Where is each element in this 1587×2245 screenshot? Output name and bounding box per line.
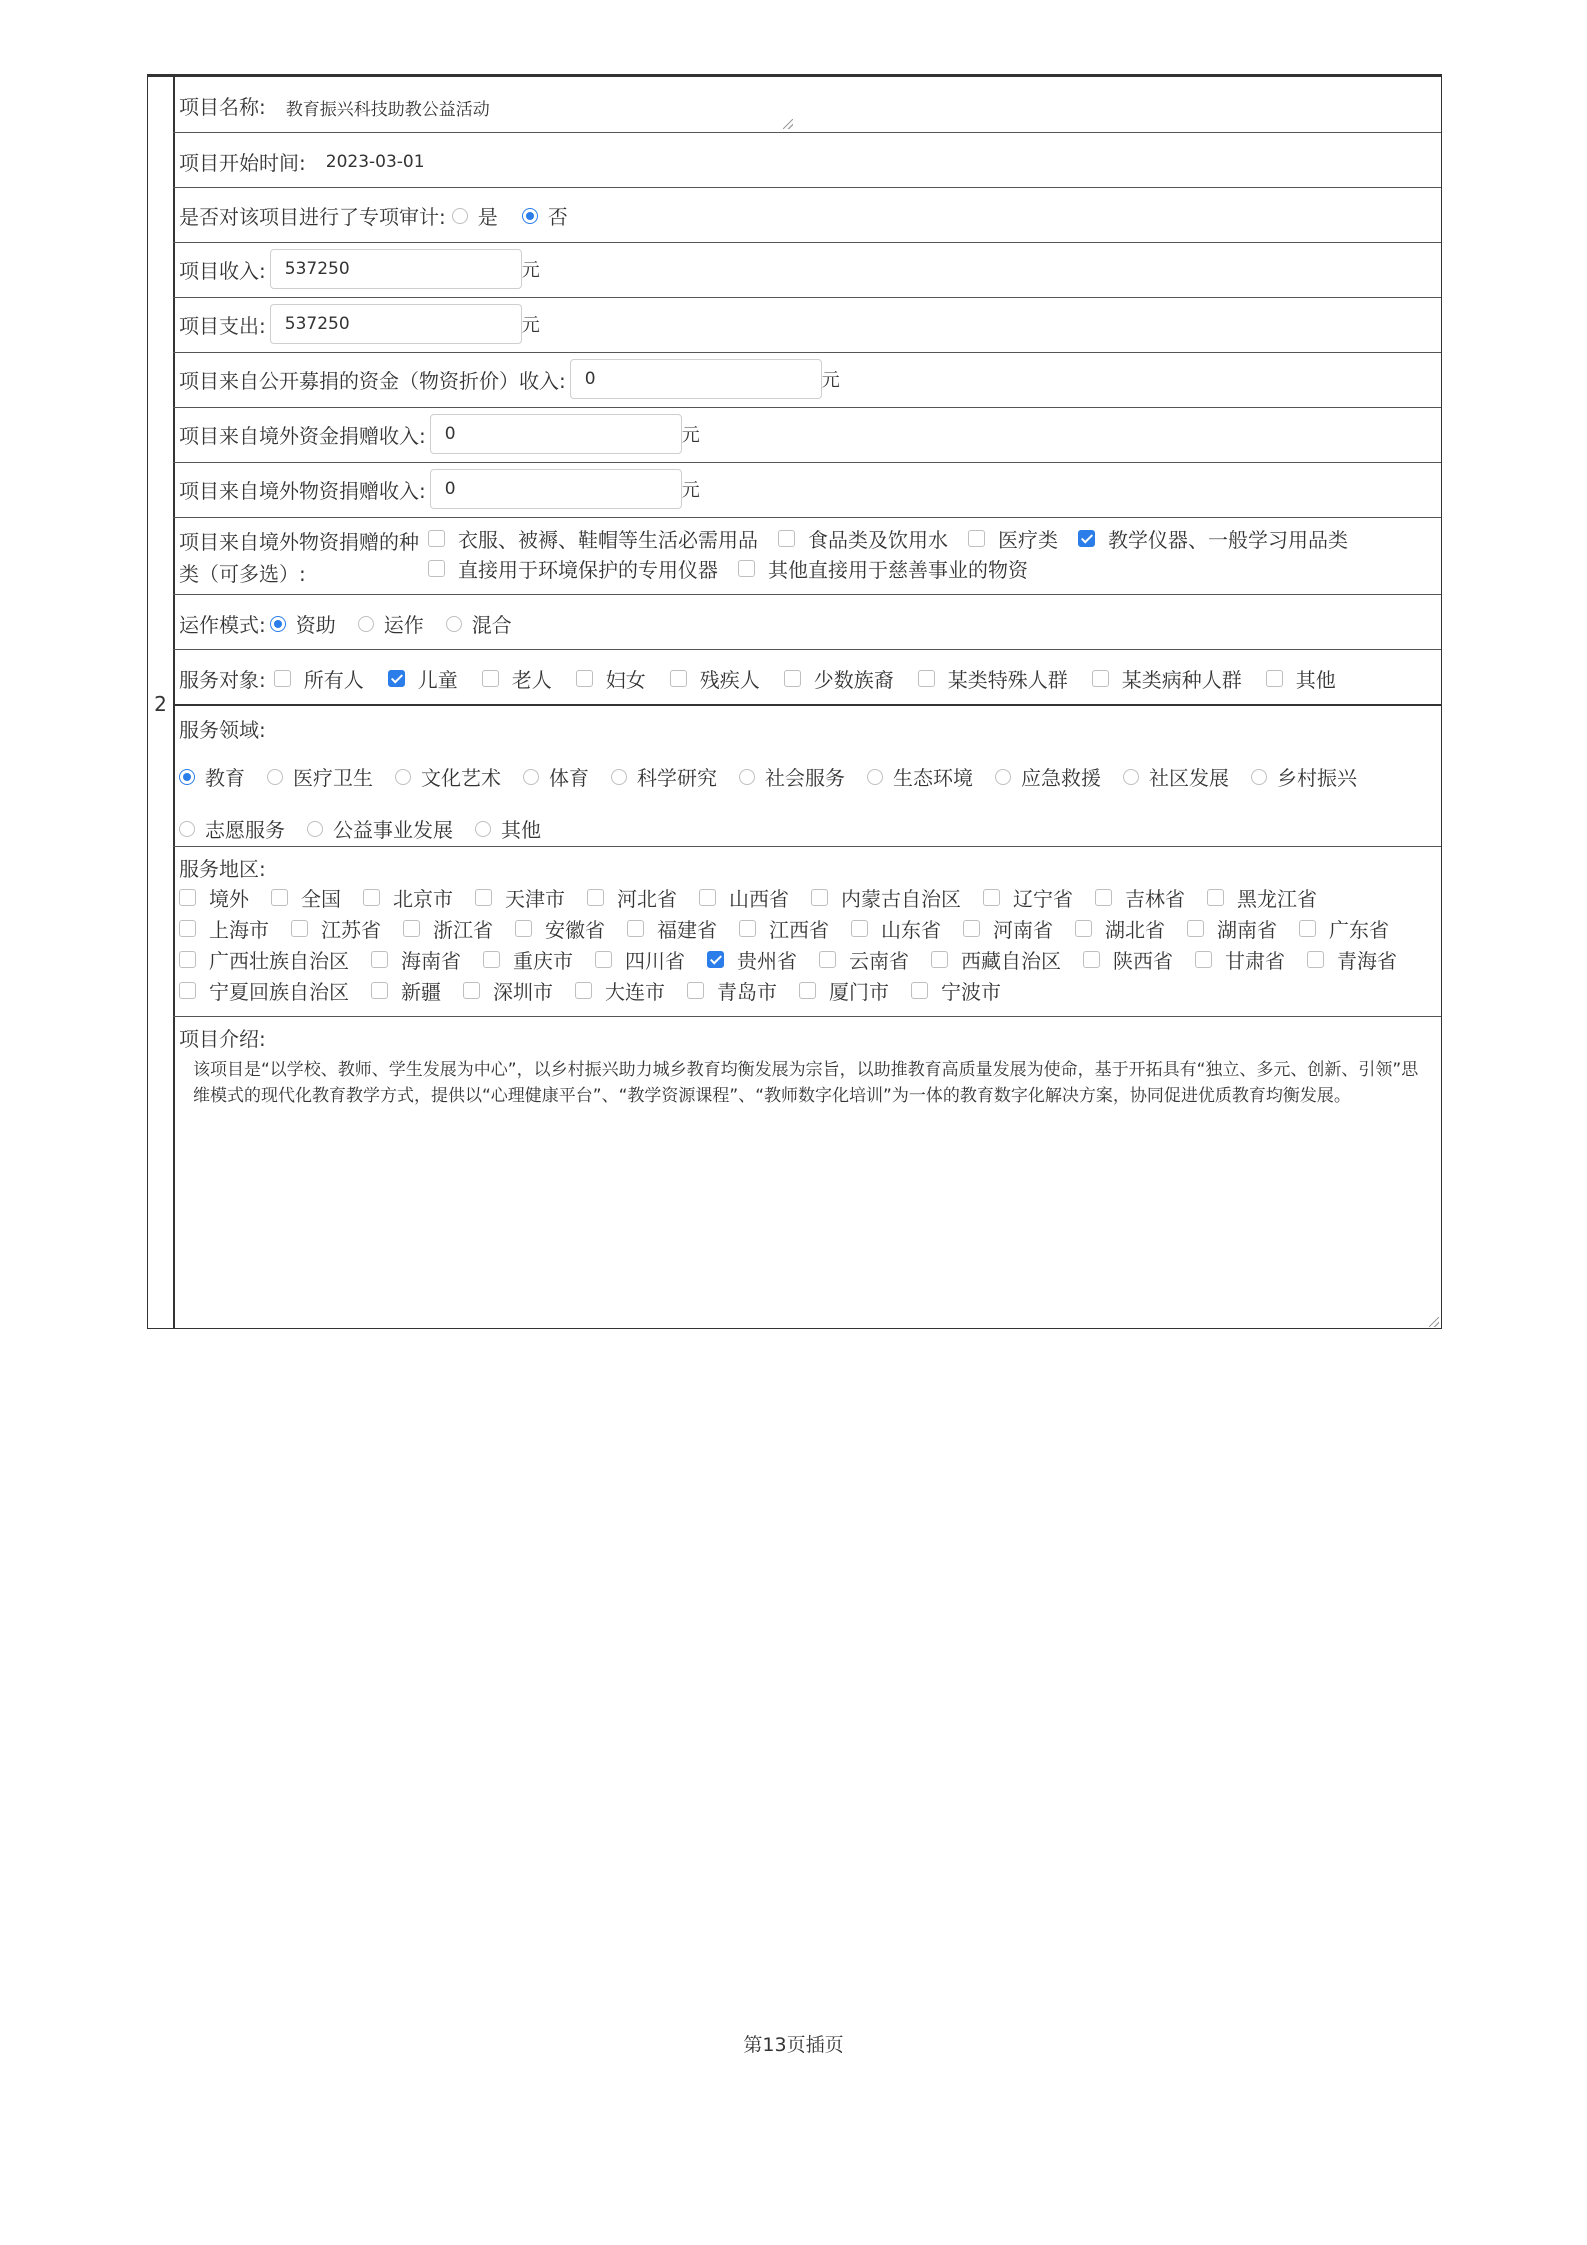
checkbox-icon — [819, 951, 836, 968]
checkbox-icon — [911, 982, 928, 999]
checkbox-icon — [403, 920, 420, 937]
area-option[interactable]: 新疆 — [371, 976, 441, 1005]
area-option[interactable]: 江苏省 — [291, 914, 381, 943]
checkbox-icon — [576, 670, 593, 687]
radio-selected-icon — [179, 769, 195, 785]
checkbox-icon — [291, 920, 308, 937]
public-income-label: 项目来自公开募捐的资金（物资折价）收入: — [179, 368, 566, 393]
checkbox-icon — [968, 530, 985, 547]
checkbox-checked-icon — [707, 951, 724, 968]
intro-label: 项目介绍: — [179, 1027, 266, 1051]
special-audit-label: 是否对该项目进行了专项审计: — [179, 205, 446, 229]
area-option[interactable]: 上海市 — [179, 914, 269, 943]
public-income-row — [173, 353, 1441, 408]
radio-icon — [307, 821, 323, 837]
checkbox-icon — [179, 982, 196, 999]
foreign-goods-input[interactable]: 0 — [430, 469, 682, 509]
checkbox-icon — [595, 951, 612, 968]
project-name-row — [173, 77, 1441, 133]
target-option[interactable]: 某类病种人群 — [1092, 664, 1242, 693]
radio-icon — [446, 616, 462, 632]
checkbox-icon — [811, 889, 828, 906]
service-fields-label: 服务领域: — [179, 718, 266, 742]
radio-icon — [267, 769, 283, 785]
area-option[interactable]: 辽宁省 — [983, 883, 1073, 912]
area-option[interactable]: 西藏自治区 — [931, 945, 1061, 974]
goods-type-option[interactable]: 医疗类 — [968, 524, 1058, 553]
checkbox-icon — [799, 982, 816, 999]
radio-icon — [523, 769, 539, 785]
checkbox-icon — [1092, 670, 1109, 687]
resize-handle-icon[interactable] — [783, 119, 793, 129]
radio-selected-icon — [522, 208, 538, 224]
area-option[interactable]: 贵州省 — [707, 945, 797, 974]
field-option[interactable]: 公益事业发展 — [307, 814, 453, 843]
radio-icon — [1123, 769, 1139, 785]
audit-option-no[interactable]: 否 — [522, 201, 568, 230]
goods-type-option[interactable]: 食品类及饮用水 — [778, 524, 948, 553]
goods-type-option[interactable]: 直接用于环境保护的专用仪器 — [428, 554, 718, 583]
area-option[interactable]: 内蒙古自治区 — [811, 883, 961, 912]
radio-icon — [995, 769, 1011, 785]
row-index: 2 — [154, 692, 167, 716]
checkbox-icon — [931, 951, 948, 968]
checkbox-icon — [699, 889, 716, 906]
area-option[interactable]: 江西省 — [739, 914, 829, 943]
special-audit-row — [173, 188, 1441, 243]
checkbox-icon — [963, 920, 980, 937]
field-option[interactable]: 生态环境 — [867, 762, 973, 791]
page-footer: 第13页插页 — [743, 2034, 844, 2056]
area-option[interactable]: 浙江省 — [403, 914, 493, 943]
area-option[interactable]: 青岛市 — [687, 976, 777, 1005]
area-option[interactable]: 陕西省 — [1083, 945, 1173, 974]
target-option[interactable]: 所有人 — [274, 664, 364, 693]
area-option[interactable]: 云南省 — [819, 945, 909, 974]
area-option[interactable]: 海南省 — [371, 945, 461, 974]
checkbox-icon — [482, 670, 499, 687]
area-option[interactable]: 天津市 — [475, 883, 565, 912]
mode-option-mixed[interactable]: 混合 — [446, 609, 512, 638]
target-option[interactable]: 儿童 — [388, 664, 458, 693]
checkbox-icon — [1266, 670, 1283, 687]
checkbox-icon — [670, 670, 687, 687]
target-option[interactable]: 残疾人 — [670, 664, 760, 693]
checkbox-icon — [1307, 951, 1324, 968]
service-areas-row — [173, 847, 1441, 1017]
expense-unit: 元 — [521, 315, 540, 336]
area-option[interactable]: 宁波市 — [911, 976, 1001, 1005]
service-fields-row — [173, 706, 1441, 847]
checkbox-checked-icon — [1078, 530, 1095, 547]
checkbox-checked-icon — [388, 670, 405, 687]
checkbox-icon — [463, 982, 480, 999]
target-option[interactable]: 老人 — [482, 664, 552, 693]
radio-icon — [452, 208, 468, 224]
radio-icon — [395, 769, 411, 785]
foreign-fund-unit: 元 — [681, 425, 700, 446]
mode-option-fund[interactable]: 资助 — [270, 609, 336, 638]
radio-icon — [179, 821, 195, 837]
checkbox-icon — [371, 951, 388, 968]
start-time-label: 项目开始时间: — [179, 151, 306, 175]
target-option[interactable]: 其他 — [1266, 664, 1336, 693]
checkbox-icon — [428, 530, 445, 547]
foreign-fund-input[interactable]: 0 — [430, 414, 682, 454]
operation-mode-label: 运作模式: — [179, 613, 266, 637]
checkbox-icon — [179, 889, 196, 906]
operation-mode-row — [173, 595, 1441, 650]
area-option[interactable]: 安徽省 — [515, 914, 605, 943]
checkbox-icon — [918, 670, 935, 687]
goods-type-option[interactable]: 衣服、被褥、鞋帽等生活必需用品 — [428, 524, 758, 553]
area-option[interactable]: 青海省 — [1307, 945, 1397, 974]
checkbox-icon — [687, 982, 704, 999]
target-option[interactable]: 妇女 — [576, 664, 646, 693]
area-option[interactable]: 北京市 — [363, 883, 453, 912]
foreign-goods-row — [173, 463, 1441, 518]
start-time-field[interactable]: 2023-03-01 — [325, 151, 425, 172]
checkbox-icon — [363, 889, 380, 906]
checkbox-icon — [575, 982, 592, 999]
area-option[interactable]: 吉林省 — [1095, 883, 1185, 912]
audit-option-yes[interactable]: 是 — [452, 201, 498, 230]
index-column — [148, 77, 175, 1328]
field-option[interactable]: 乡村振兴 — [1251, 762, 1357, 791]
goods-type-option[interactable]: 其他直接用于慈善事业的物资 — [738, 554, 1028, 583]
radio-icon — [1251, 769, 1267, 785]
mode-option-operate[interactable]: 运作 — [358, 609, 424, 638]
foreign-fund-row — [173, 408, 1441, 463]
field-option[interactable]: 教育 — [179, 762, 245, 791]
area-option[interactable]: 广西壮族自治区 — [179, 945, 349, 974]
area-option[interactable]: 河北省 — [587, 883, 677, 912]
checkbox-icon — [515, 920, 532, 937]
checkbox-icon — [428, 560, 445, 577]
area-option[interactable]: 全国 — [271, 883, 341, 912]
checkbox-icon — [271, 889, 288, 906]
area-option[interactable]: 山西省 — [699, 883, 789, 912]
area-option[interactable]: 黑龙江省 — [1207, 883, 1317, 912]
area-option[interactable]: 广东省 — [1299, 914, 1389, 943]
area-option[interactable]: 深圳市 — [463, 976, 553, 1005]
checkbox-icon — [274, 670, 291, 687]
checkbox-icon — [1187, 920, 1204, 937]
radio-icon — [611, 769, 627, 785]
foreign-goods-unit: 元 — [681, 480, 700, 501]
area-option[interactable]: 厦门市 — [799, 976, 889, 1005]
checkbox-icon — [587, 889, 604, 906]
project-name-field[interactable]: 教育振兴科技助教公益活动 — [285, 100, 490, 120]
radio-icon — [739, 769, 755, 785]
area-option[interactable]: 重庆市 — [483, 945, 573, 974]
area-option[interactable]: 宁夏回族自治区 — [179, 976, 349, 1005]
checkbox-icon — [1299, 920, 1316, 937]
field-option[interactable]: 科学研究 — [611, 762, 717, 791]
intro-textarea[interactable]: 该项目是“以学校、教师、学生发展为中心”，以乡村振兴助力城乡教育均衡发展为宗旨，以助推教育高质量发展为使命，基于开拓具有“独立、多元、创新、引领”思维模式的现代化教育教学方式，提供以“心理健康平台”、“教学资源课程”、“教师数字化培训”为一体的教育数字化解决方案，协同促进优质教育均衡发展。 — [193, 1060, 1419, 1106]
foreign-goods-label: 项目来自境外物资捐赠收入: — [179, 478, 426, 503]
checkbox-icon — [1207, 889, 1224, 906]
checkbox-icon — [983, 889, 1000, 906]
service-areas-label: 服务地区: — [179, 857, 266, 881]
checkbox-icon — [1095, 889, 1112, 906]
checkbox-icon — [778, 530, 795, 547]
checkbox-icon — [627, 920, 644, 937]
checkbox-icon — [784, 670, 801, 687]
checkbox-icon — [1075, 920, 1092, 937]
checkbox-icon — [179, 920, 196, 937]
field-option[interactable]: 医疗卫生 — [267, 762, 373, 791]
field-option[interactable]: 社会服务 — [739, 762, 845, 791]
radio-icon — [867, 769, 883, 785]
foreign-fund-label: 项目来自境外资金捐赠收入: — [179, 423, 426, 448]
radio-icon — [475, 821, 491, 837]
field-option[interactable]: 志愿服务 — [179, 814, 285, 843]
income-input[interactable]: 537250 — [270, 249, 522, 289]
target-option[interactable]: 少数族裔 — [784, 664, 894, 693]
goods-types-label: 项目来自境外物资捐赠的种 类（可多选）: — [179, 530, 419, 586]
checkbox-icon — [851, 920, 868, 937]
radio-selected-icon — [270, 616, 286, 632]
area-option[interactable]: 湖南省 — [1187, 914, 1277, 943]
public-income-unit: 元 — [821, 370, 840, 391]
expense-input[interactable]: 537250 — [270, 304, 522, 344]
checkbox-icon — [738, 560, 755, 577]
expense-row — [173, 298, 1441, 353]
checkbox-icon — [1195, 951, 1212, 968]
resize-handle-icon[interactable] — [1429, 1317, 1439, 1327]
area-option[interactable]: 福建省 — [627, 914, 717, 943]
project-name-label: 项目名称: — [179, 95, 266, 119]
field-option[interactable]: 文化艺术 — [395, 762, 501, 791]
field-option[interactable]: 应急救援 — [995, 762, 1101, 791]
radio-icon — [358, 616, 374, 632]
checkbox-icon — [179, 951, 196, 968]
public-income-input[interactable]: 0 — [570, 359, 822, 399]
target-option[interactable]: 某类特殊人群 — [918, 664, 1068, 693]
checkbox-icon — [475, 889, 492, 906]
goods-types-row — [173, 518, 1441, 595]
area-option[interactable]: 甘肃省 — [1195, 945, 1285, 974]
form-table — [147, 74, 1442, 1329]
field-option[interactable]: 体育 — [523, 762, 589, 791]
area-option[interactable]: 山东省 — [851, 914, 941, 943]
start-time-row — [173, 133, 1441, 188]
checkbox-icon — [371, 982, 388, 999]
checkbox-icon — [1083, 951, 1100, 968]
field-option[interactable]: 其他 — [475, 814, 541, 843]
income-unit: 元 — [521, 260, 540, 281]
field-option[interactable]: 社区发展 — [1123, 762, 1229, 791]
service-targets-label: 服务对象: — [179, 668, 266, 692]
area-option[interactable]: 大连市 — [575, 976, 665, 1005]
goods-type-option[interactable]: 教学仪器、一般学习用品类 — [1078, 524, 1348, 553]
checkbox-icon — [739, 920, 756, 937]
area-option[interactable]: 河南省 — [963, 914, 1053, 943]
area-option[interactable]: 湖北省 — [1075, 914, 1165, 943]
income-row — [173, 243, 1441, 298]
area-option[interactable]: 四川省 — [595, 945, 685, 974]
checkbox-icon — [483, 951, 500, 968]
expense-label: 项目支出: — [179, 313, 266, 338]
area-option[interactable]: 境外 — [179, 883, 249, 912]
service-targets-row — [173, 650, 1441, 706]
intro-row — [173, 1017, 1441, 1329]
income-label: 项目收入: — [179, 258, 266, 283]
